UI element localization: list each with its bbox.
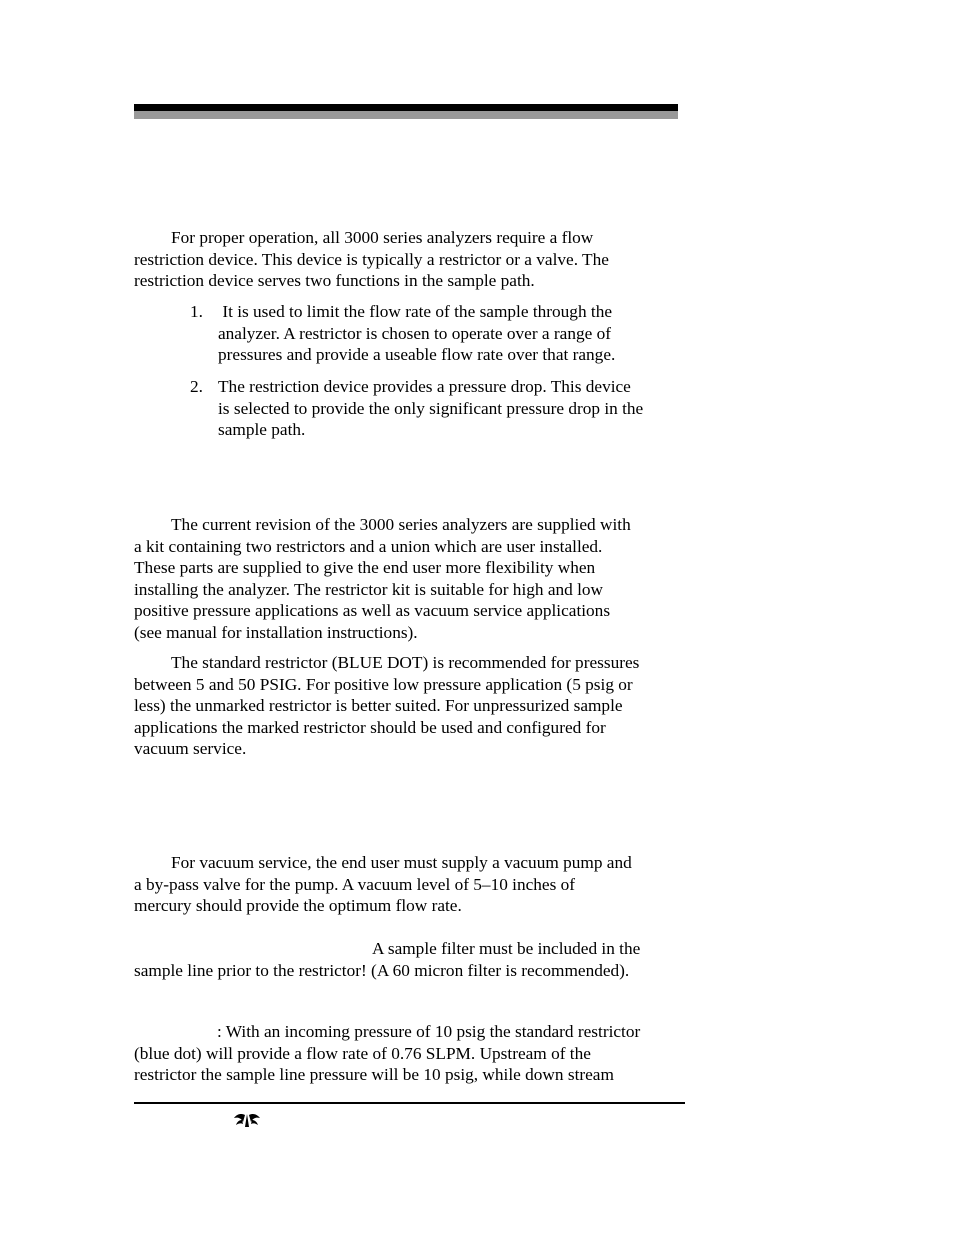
text-line: These parts are supplied to give the end user more flexibility when bbox=[134, 558, 596, 578]
text-line: restrictor the sample line pressure will be 10 psig, while down stream bbox=[134, 1065, 614, 1085]
text-line: The current revision of the 3000 series analyzers are supplied with bbox=[171, 515, 631, 534]
list-number: 2. bbox=[190, 377, 203, 396]
example-paragraph bbox=[134, 1021, 682, 1086]
text-line: applications the marked restrictor should be used and configured for bbox=[134, 717, 606, 737]
text-line: a kit containing two restrictors and a union which are user installed. bbox=[134, 536, 603, 556]
text-line: vacuum service. bbox=[134, 739, 247, 759]
text-line: a by-pass valve for the pump. A vacuum level of 5–10 inches of bbox=[134, 874, 576, 894]
text-line: positive pressure applications as well as vacuum service applications bbox=[134, 601, 611, 621]
text-line: The standard restrictor (BLUE DOT) is recommended for pressures bbox=[171, 653, 640, 672]
text-line: (blue dot) will provide a flow rate of 0.76 SLPM. Upstream of the bbox=[134, 1043, 591, 1063]
header-rule-gray bbox=[134, 111, 678, 119]
teledyne-logo-icon bbox=[232, 1111, 262, 1129]
text-line: analyzer. A restrictor is chosen to operate over a range of bbox=[218, 323, 611, 343]
text-line: (see manual for installation instructions). bbox=[134, 622, 418, 642]
text-line: restriction device. This device is typically a restrictor or a valve. The bbox=[134, 249, 609, 269]
standard-restrictor-paragraph bbox=[134, 652, 682, 760]
text-line: For vacuum service, the end user must supply a vacuum pump and bbox=[171, 853, 632, 872]
text-line: A sample filter must be included in the bbox=[372, 939, 641, 958]
text-line: restriction device serves two functions in the sample path. bbox=[134, 271, 535, 291]
filter-note-paragraph bbox=[134, 938, 682, 981]
text-line: mercury should provide the optimum flow rate. bbox=[134, 896, 462, 916]
text-line: It is used to limit the flow rate of the sample through the bbox=[218, 302, 613, 321]
restrictor-kit-paragraph bbox=[134, 514, 682, 644]
text-line: sample path. bbox=[218, 420, 306, 440]
text-line: : With an incoming pressure of 10 psig the standard restrictor bbox=[217, 1022, 641, 1041]
list-item bbox=[190, 301, 690, 366]
footer-rule bbox=[134, 1102, 685, 1104]
text-line: is selected to provide the only significant pressure drop in the bbox=[218, 398, 644, 418]
text-line: For proper operation, all 3000 series analyzers require a flow bbox=[171, 228, 594, 247]
text-line: between 5 and 50 PSIG. For positive low pressure application (5 psig or bbox=[134, 674, 633, 694]
text-line: installing the analyzer. The restrictor kit is suitable for high and low bbox=[134, 579, 604, 599]
list-number: 1. bbox=[190, 302, 203, 321]
text-line: less) the unmarked restrictor is better suited. For unpressurized sample bbox=[134, 696, 623, 716]
header-rule-black bbox=[134, 104, 678, 111]
list-item bbox=[190, 376, 690, 441]
intro-paragraph bbox=[134, 227, 682, 292]
text-line: The restriction device provides a pressure drop. This device bbox=[218, 377, 631, 396]
text-line: pressures and provide a useable flow rate over that range. bbox=[218, 345, 616, 365]
vacuum-service-paragraph bbox=[134, 852, 682, 917]
text-line: sample line prior to the restrictor! (A 60 micron filter is recommended). bbox=[134, 960, 630, 980]
